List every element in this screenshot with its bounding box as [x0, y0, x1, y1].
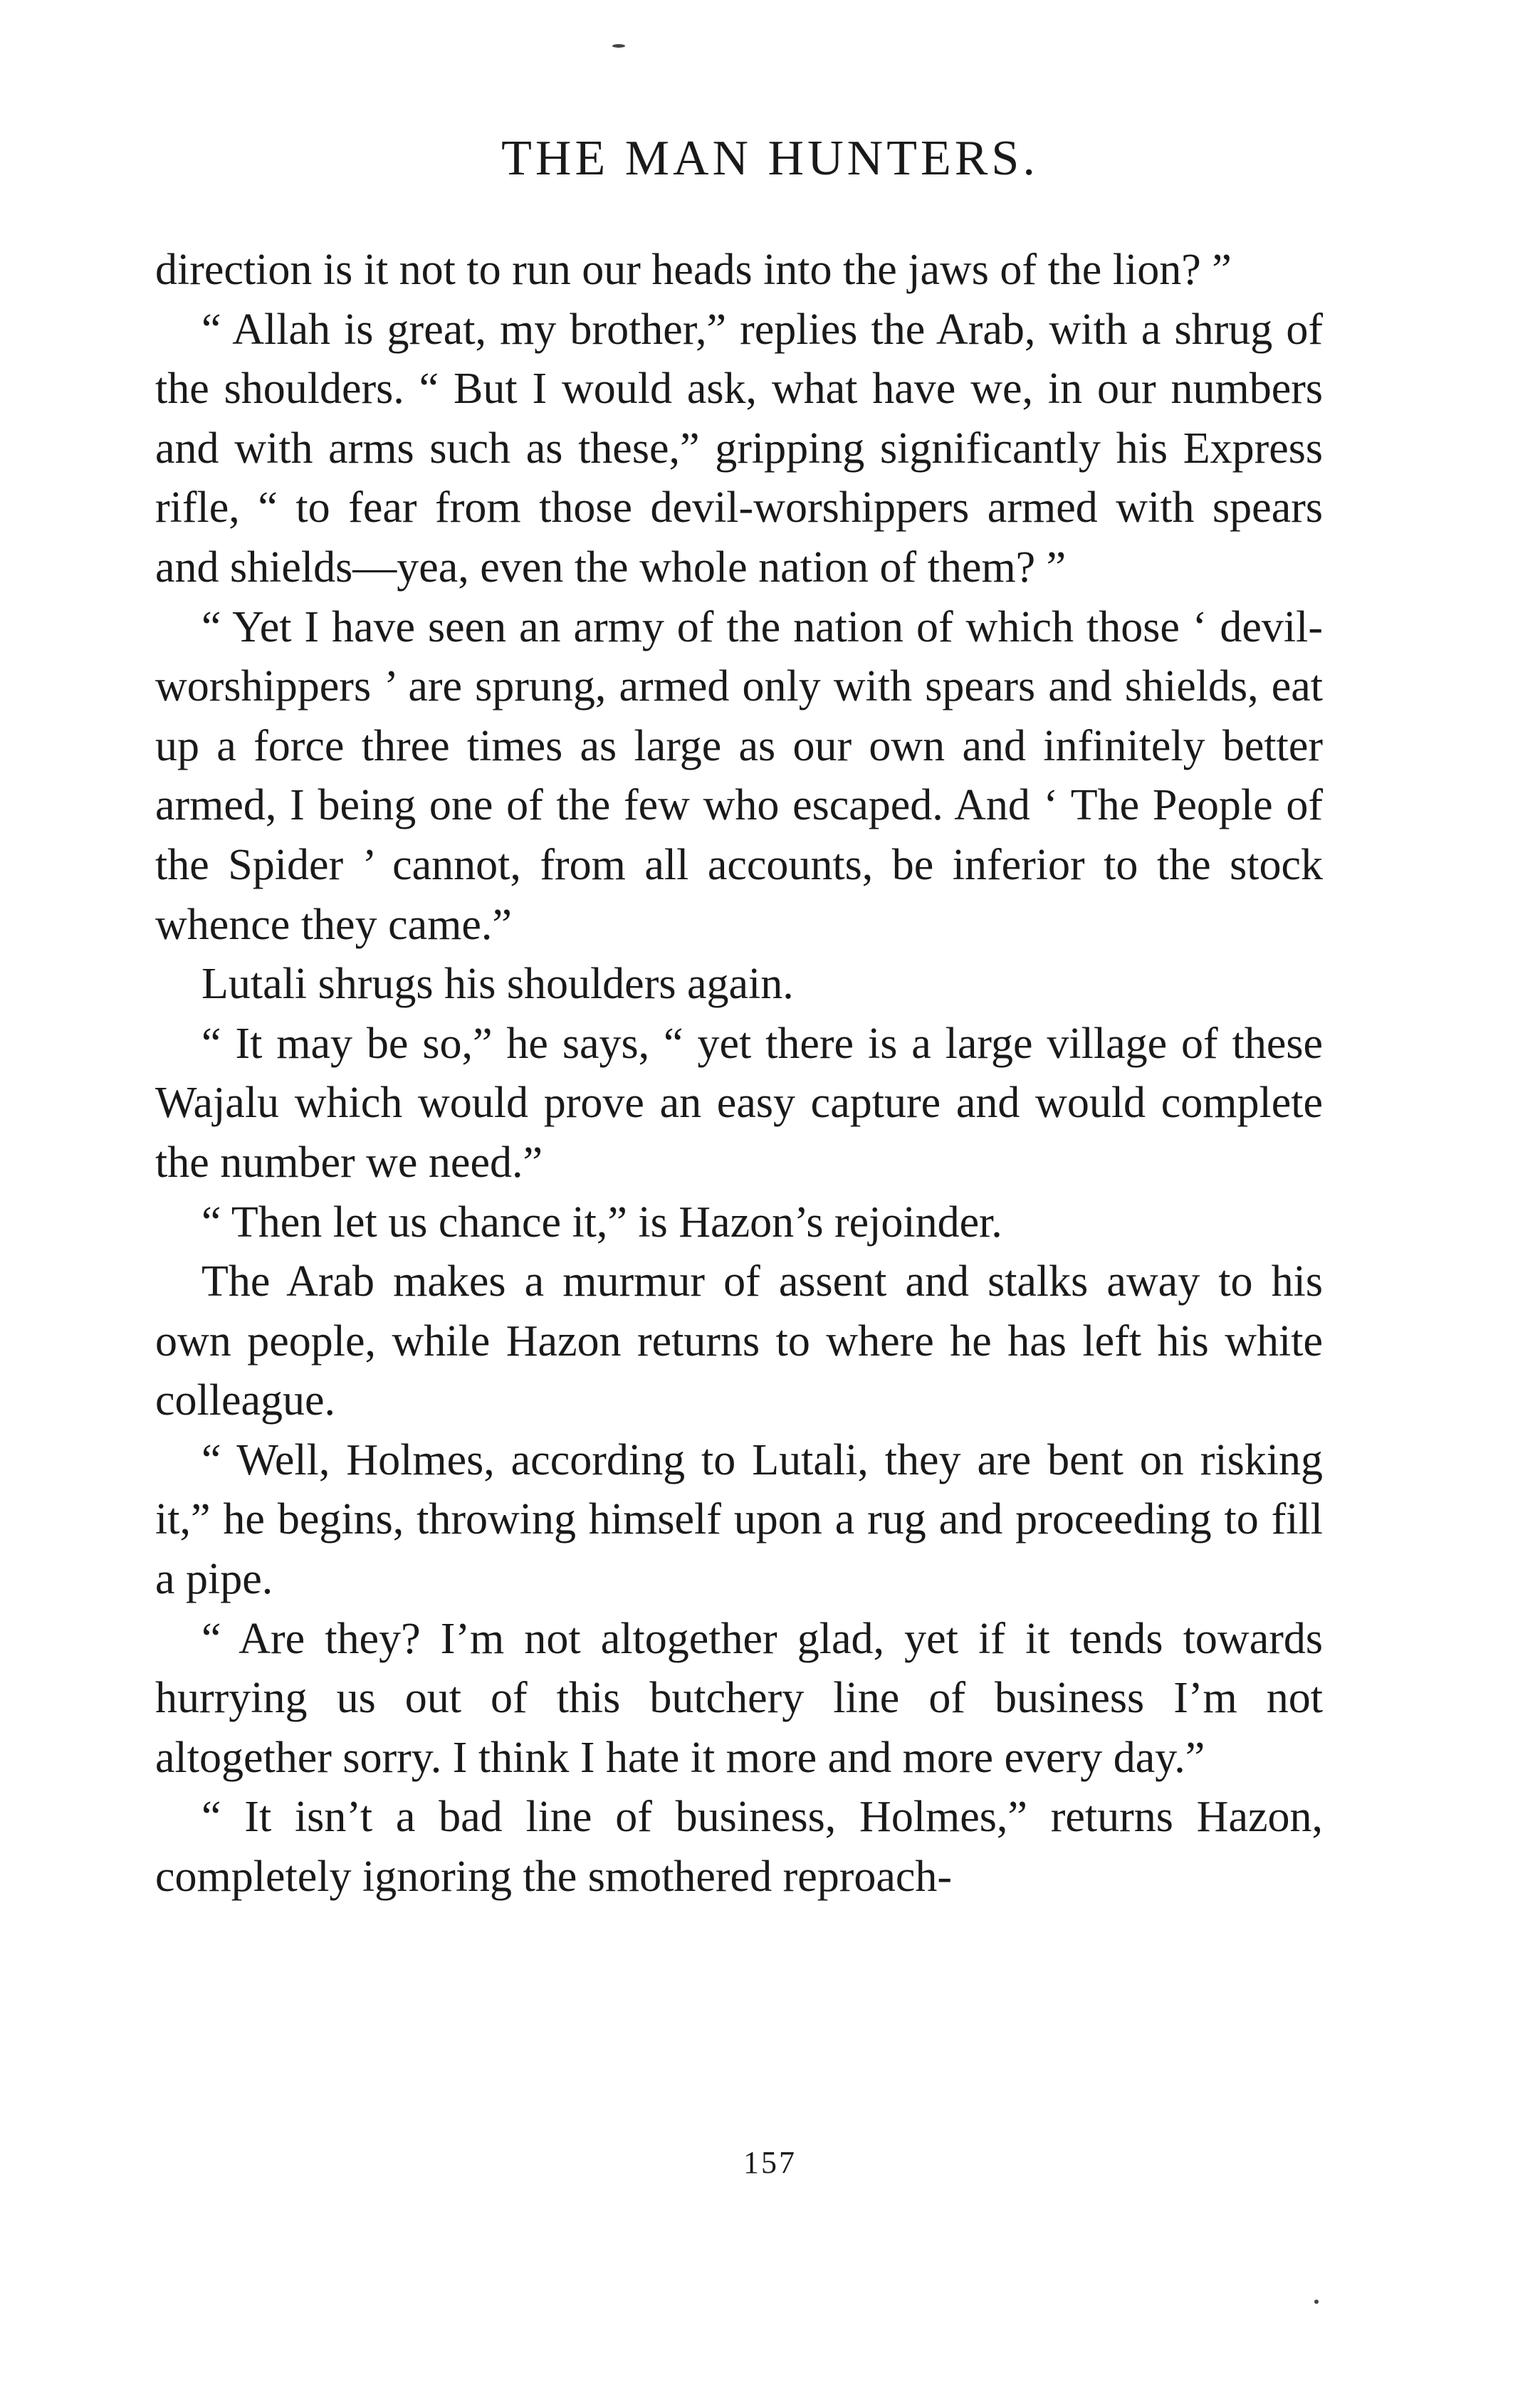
paragraph-3: “ Yet I have seen an army of the nation of which those ‘ devil-worshippers ’ are sprung, armed only with spears and shields, eat up a force three times as large as our own and infinitely better armed, I being one of the few who escaped. And ‘ The People of the Spider ’ cannot, from all accounts, be inferior to the stock whence they came.”: [155, 602, 1323, 949]
paragraph-8: “ Well, Holmes, according to Lutali, they are bent on risking it,” he begins, throwing himself upon a rug and proceeding to fill a pipe.: [155, 1435, 1323, 1604]
ink-speck: [1314, 2300, 1319, 2304]
paragraph-1: direction is it not to run our heads into the jaws of the lion? ”: [155, 246, 1232, 294]
paragraph-4: Lutali shrugs his shoulders again.: [201, 960, 794, 1009]
ink-speck: [612, 44, 625, 48]
paragraph-2: “ Allah is great, my brother,” replies the Arab, with a shrug of the shoulders. “ But I would ask, what have we, in our numbers and with arms such as these,” gripping significantly his Express rifle, “ to fear from those devil-worshippers armed with spears and shields—yea, even the whole nation of them? ”: [155, 305, 1323, 592]
paragraph-7: The Arab makes a murmur of assent and stalks away to his own people, while Hazon returns to where he has left his white colleague.: [155, 1257, 1323, 1425]
paragraph-10: “ It isn’t a bad line of business, Holmes,” returns Hazon, completely ignoring the smothered reproach-: [155, 1793, 1323, 1902]
body-text: [155, 241, 1323, 1907]
paragraph-6: “ Then let us chance it,” is Hazon’s rejoinder.: [201, 1197, 1002, 1247]
paragraph-9: “ Are they? I’m not altogether glad, yet if it tends towards hurrying us out of this butchery line of business I’m not altogether sorry. I think I hate it more and more every day.”: [155, 1614, 1323, 1782]
running-head: THE MAN HUNTERS.: [501, 131, 1039, 186]
page-number: 157: [743, 2145, 797, 2180]
paragraph-5: “ It may be so,” he says, “ yet there is a large village of these Wajalu which would prove an easy capture and would complete the number we need.”: [155, 1019, 1323, 1187]
